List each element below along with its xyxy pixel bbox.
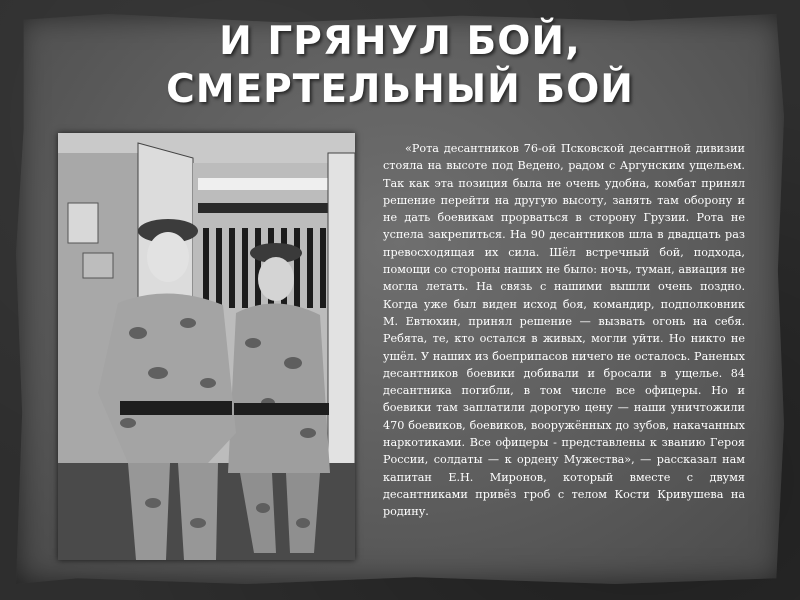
slide-title: И ГРЯНУЛ БОЙ, СМЕРТЕЛЬНЫЙ БОЙ bbox=[166, 19, 634, 112]
soldiers-photo bbox=[58, 133, 355, 560]
body-text: «Рота десантников 76-ой Псковской десантной дивизии стояла на высоте под Ведено, радом с Аргунским ущельем. Так как эта позиция была не очень удобна, комбат принял решение перейти на другую высоту, занять там оборону и не дать боевикам прорваться в сторону Грузии. Рота не успела закрепиться. На 90 десантников шла в двадцать раз превосходящая их сила. Шёл встречный бой, подхода, помощи со стороны наших не было: ночь, туман, авиация не могла летать. На связь с нашими вышли очень поздно. Когда уже был виден исход боя, командир, подполковник М. Евтюхин, принял решение — вызвать огонь на себя. Ребята, те, кто остался в живых, могли уйти. Но никто не ушёл. У наших из боеприпасов ничего не осталось. Раненых десантников боевики добивали и бросали в ущелье. 84 десантника погибли, в том числе все офицеры. Но и боевики там заплатили дорогую цену — наши уничтожили 470 боевиков, боевиков, вооружённых до зубов, накачанных наркотиками. Все офицеры - представлены к званию Героя России, солдаты — к ордену Мужества», — рассказал нам капитан Е.Н. Миронов, который вместе с двумя десантниками привёз гроб с телом Кости Кривушева на родину. bbox=[383, 142, 745, 519]
